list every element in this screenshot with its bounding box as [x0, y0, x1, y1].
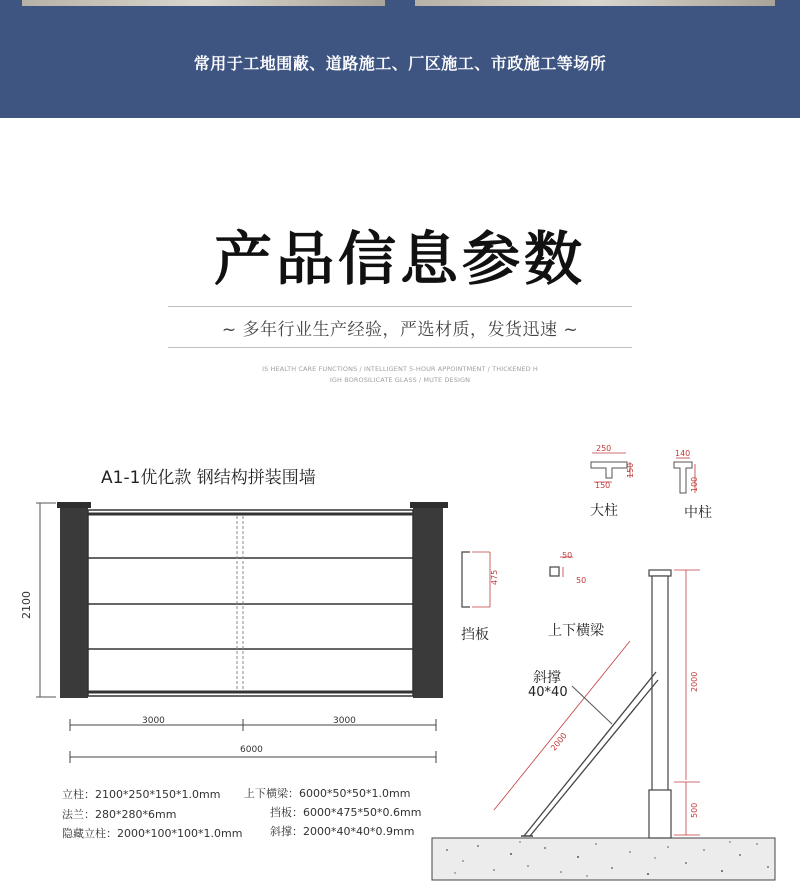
beam-width: 50	[562, 551, 573, 560]
english-line-2: IGH BOROSILICATE GLASS / MUTE DESIGN	[329, 376, 471, 384]
panel-height: 475	[490, 569, 499, 585]
spec-post: 立柱：2100*250*150*1.0mm	[62, 788, 221, 801]
span-right-label: 3000	[333, 716, 356, 726]
section-subtitle: ~ 多年行业生产经验，严选材质，发货迅速 ~	[221, 320, 579, 340]
technical-drawing	[0, 430, 800, 889]
spec-hidden-post: 隐藏立柱：2000*100*100*1.0mm	[62, 827, 243, 840]
spec-flange: 法兰：280*280*6mm	[62, 808, 177, 821]
right-post	[413, 508, 443, 698]
beam-label: 上下横梁	[548, 623, 604, 639]
big-post-base: 150	[595, 481, 611, 490]
big-post-width: 250	[596, 444, 612, 453]
left-post-cap	[57, 502, 91, 508]
mid-post-width: 140	[675, 449, 691, 458]
brace-size: 40*40	[528, 685, 568, 700]
banner	[0, 0, 800, 118]
section-title: 产品信息参数	[213, 225, 586, 293]
beam-section	[550, 557, 573, 577]
post-height-dim: 2000	[690, 671, 699, 692]
side-elevation	[432, 570, 775, 880]
banner-photo-left	[22, 0, 385, 6]
fence-elevation	[36, 502, 448, 763]
brace-label: 斜撑	[533, 670, 561, 686]
beam-height: 50	[576, 576, 587, 585]
banner-photo-right	[415, 0, 775, 6]
big-post-label: 大柱	[590, 503, 618, 519]
spec-beam: 上下横梁：6000*50*50*1.0mm	[244, 787, 411, 800]
drawing-title: A1-1优化款 钢结构拼装围墙	[101, 468, 316, 488]
big-post-section	[591, 453, 630, 482]
subtitle-rule-top	[168, 306, 632, 307]
english-line-1: IS HEALTH CARE FUNCTIONS / INTELLIGENT 5-HOUR APPOINTMENT / THICKENED H	[262, 365, 538, 373]
spec-brace: 斜撑：2000*40*40*0.9mm	[270, 825, 415, 838]
left-post	[60, 508, 88, 698]
spec-panel: 挡板：6000*475*50*0.6mm	[270, 806, 422, 819]
post-base-dim: 500	[690, 802, 699, 818]
right-post-cap	[410, 502, 448, 508]
banner-text: 常用于工地围蔽、道路施工、厂区施工、市政施工等场所	[193, 54, 607, 73]
brace-length: 2000	[549, 731, 569, 753]
subtitle-rule-bottom	[168, 347, 632, 348]
big-post-height: 150	[626, 462, 635, 478]
mid-post-height: 100	[690, 476, 699, 492]
panel-section	[462, 552, 490, 607]
height-dim-label: 2100	[20, 591, 33, 619]
panel-label: 挡板	[461, 627, 489, 643]
mid-post-label: 中柱	[684, 505, 712, 521]
span-left-label: 3000	[142, 716, 165, 726]
total-span-label: 6000	[240, 745, 263, 755]
